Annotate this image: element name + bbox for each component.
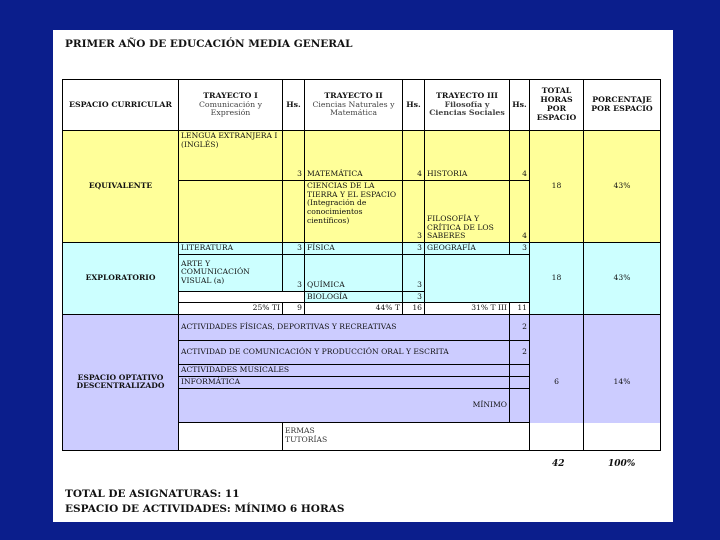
header-row [63,80,661,131]
equivalente-t2a: MATEMÁTICA [305,131,403,181]
exploratorio-t2a: FÍSICA [305,243,403,255]
exploratorio-t3a-hs: 3 [510,243,530,255]
optativo-act4-hs [510,376,530,388]
optativo-act4: INFORMÁTICA [179,376,510,388]
trayecto-3-title: TRAYECTO III [436,90,498,100]
optativo-label: ESPACIO OPTATIVO DESCENTRALIZADO [63,315,179,450]
curriculum-table [62,79,661,451]
exploratorio-t3a: GEOGRAFÍA [425,243,510,255]
subtotal-t3-pct: 31% T III [425,303,510,315]
extra-line-2: TUTORÍAS [285,435,328,445]
header-porcentaje: PORCENTAJE POR ESPACIO [584,80,661,131]
extra-empty [179,422,283,450]
exploratorio-t2c-hs: 3 [403,291,425,303]
exploratorio-label: EXPLORATORIO [63,243,179,315]
equivalente-t1-hs-empty [283,181,305,243]
extra-line-1: ERMAS [285,426,315,436]
equivalente-row-1 [63,131,661,181]
optativo-act2: ACTIVIDAD DE COMUNICACIÓN Y PRODUCCIÓN ORAL Y ESCRITA [179,341,510,365]
subtotal-t1-pct: 25% TI [179,303,283,315]
exploratorio-t2c: BIOLOGÍA [305,291,403,303]
header-trayecto-1 [179,80,283,131]
exploratorio-t2b: QUÍMICA [305,254,403,291]
exploratorio-total: 18 [530,243,584,315]
trayecto-2-title: TRAYECTO II [324,90,383,100]
exploratorio-t1a: LITERATURA [179,243,283,255]
equivalente-t3b-hs: 4 [510,181,530,243]
optativo-act2-hs: 2 [510,341,530,365]
header-trayecto-3 [425,80,510,131]
header-espacio: ESPACIO CURRICULAR [63,80,179,131]
trayecto-3-subtitle: Filosofía y Ciencias Sociales [429,99,505,118]
optativo-act1: ACTIVIDADES FÍSICAS, DEPORTIVAS Y RECREATIVAS [179,315,510,341]
exploratorio-t1b: ARTE Y COMUNICACIÓN VISUAL (a) [179,254,283,291]
optativo-total: 6 [530,315,584,450]
exploratorio-row-1 [63,243,661,255]
extra-cell [283,422,661,450]
equivalente-t2b-hs: 3 [403,181,425,243]
subtotal-t3-hs: 11 [510,303,530,315]
equivalente-t2a-hs: 4 [403,131,425,181]
equivalente-pct: 43% [584,131,661,243]
exploratorio-t2b-hs: 3 [403,254,425,291]
exploratorio-t1a-hs: 3 [283,243,305,255]
header-hs-3: Hs. [510,80,530,131]
equivalente-t1-empty [179,181,283,243]
equivalente-t3a-hs: 4 [510,131,530,181]
exploratorio-t1b-hs: 3 [283,254,305,291]
trayecto-1-subtitle: Comunicación y Expresión [198,99,263,118]
exploratorio-pct: 43% [584,243,661,315]
exploratorio-t1-blank [179,291,305,303]
equivalente-t2b: CIENCIAS DE LA TIERRA Y EL ESPACIO (Integración de conocimientos científicos) [305,181,403,243]
page-title: PRIMER AÑO DE EDUCACIÓN MEDIA GENERAL [65,38,353,50]
optativo-act3: ACTIVIDADES MUSICALES [179,365,510,377]
header-trayecto-2 [305,80,403,131]
trayecto-1-title: TRAYECTO I [203,90,258,100]
optativo-row-1 [63,315,661,341]
equivalente-t3a: HISTORIA [425,131,510,181]
footer-line-2: ESPACIO DE ACTIVIDADES: MÍNIMO 6 HORAS [65,503,345,515]
header-total: TOTAL HORAS POR ESPACIO [530,80,584,131]
grand-total-pct: 100% [608,459,636,469]
grand-total-hours: 42 [552,459,565,469]
equivalente-t3b: FILOSOFÍA Y CRÍTICA DE LOS SABERES [425,181,510,243]
optativo-minimo-hs [510,388,530,422]
optativo-act3-hs [510,365,530,377]
exploratorio-t3-empty [425,254,530,303]
header-hs-2: Hs. [403,80,425,131]
subtotal-t1-hs: 9 [283,303,305,315]
trayecto-2-subtitle: Ciencias Naturales y Matemática [312,99,395,118]
subtotal-t2-pct: 44% T [305,303,403,315]
exploratorio-t2a-hs: 3 [403,243,425,255]
footer-line-1: TOTAL DE ASIGNATURAS: 11 [65,488,240,500]
equivalente-t1-hs: 3 [283,131,305,181]
subtotal-t2-hs: 16 [403,303,425,315]
header-hs-1: Hs. [283,80,305,131]
optativo-pct: 14% [584,315,661,450]
equivalente-total: 18 [530,131,584,243]
optativo-minimo: MÍNIMO [179,388,510,422]
equivalente-t1: LENGUA EXTRANJERA I (INGLÉS) [179,131,283,181]
optativo-act1-hs: 2 [510,315,530,341]
equivalente-label: EQUIVALENTE [63,131,179,243]
